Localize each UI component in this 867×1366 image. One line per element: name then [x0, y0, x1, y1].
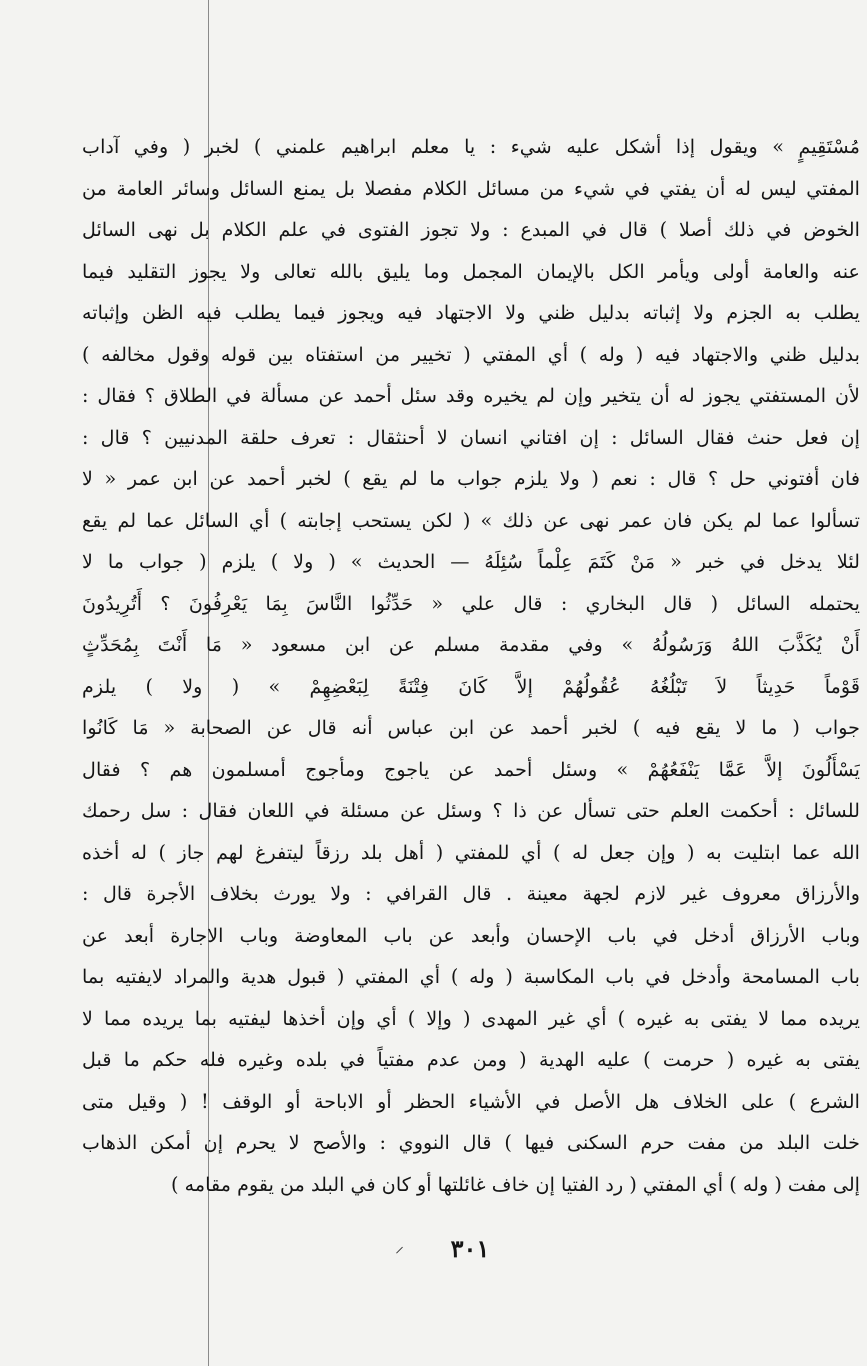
text-line: لئلا يدخل في خبر « مَنْ كَتَمَ عِلْماً سُئِلَهُ — الحديث » ( ولا ) يلزم ( جواب ما لا — [82, 550, 860, 573]
text-line: خلت البلد من مفت حرم السكنى فيها ) قال النووي : والأصح لا يحرم إن أمكن الذهاب — [82, 1131, 860, 1154]
page-number: ٣٠١ — [450, 1234, 490, 1263]
text-line: والأرزاق معروف غير لازم لجهة معينة . قال القرافي : ولا يورث بخلاف الأجرة قال : — [82, 882, 860, 905]
text-line: باب المسامحة وأدخل في باب المكاسبة ( وله ) أي المفتي ( قبول هدية والمراد لايفتيه بما — [82, 965, 860, 988]
text-line: المفتي ليس له أن يفتي في شيء من مسائل الكلام مفصلا بل يمنع السائل وسائر العامة من — [82, 176, 860, 200]
body-text — [82, 126, 860, 1205]
stray-mark: ⸝ — [395, 1236, 404, 1257]
text-line: جواب ( ما لا يقع فيه ) لخبر أحمد عن ابن عباس أنه قال عن الصحابة « مَا كَانُوا — [82, 716, 860, 739]
text-line: إن فعل حنث فقال السائل : إن افتاني انسان لا أحنثقال : تعرف حلقة المدنيين ؟ قال : — [82, 425, 860, 449]
text-line: إلى مفت ( وله ) أي المفتي ( رد الفتيا إن خاف غائلتها أو كان في البلد من يقوم مقامه ) — [171, 1172, 860, 1196]
text-line: بدليل ظني والاجتهاد فيه ( وله ) أي المفتي ( تخيير من استفتاه بين قوله وقول مخالفه ) — [82, 342, 860, 366]
text-line: يفتى به غيره ( حرمت ) عليه الهدية ( ومن عدم مفتياً في بلده وغيره فله حكم ما قبل — [82, 1048, 860, 1071]
text-line: الله عما ابتليت به ( وإن جعل له ) أي للمفتي ( أهل بلد رزقاً ليتفرغ لهم جاز ) له أخذه — [82, 840, 860, 864]
text-line: للسائل : أحكمت العلم حتى تسأل عن ذا ؟ وسئل عن مسئلة في اللعان فقال : سل رحمك — [82, 799, 860, 822]
text-line: الخوض في ذلك أصلا ) قال في المبدع : ولا تجوز الفتوى في علم الكلام بل نهى السائل — [82, 218, 860, 241]
text-line: يطلب به الجزم ولا إثباته بدليل ظني ولا الاجتهاد فيه ويجوز فيما يطلب فيه الظن وإثباته — [82, 301, 860, 324]
text-line: مُسْتَقِيمٍ » ويقول إذا أشكل عليه شيء : يا معلم ابراهيم علمني ) لخبر ( وفي آداب — [82, 135, 860, 158]
text-line: فان أفتوني حل ؟ قال : نعم ( ولا يلزم جواب ما لم يقع ) لخبر أحمد عن ابن عمر « لا — [82, 467, 860, 490]
text-line: الشرع ) على الخلاف هل الأصل في الأشياء الحظر أو الاباحة أو الوقف ! ( وقيل متى — [82, 1089, 860, 1113]
text-line: يريده مما لا يفتى به غيره ) أي غير المهدى ( وإلا ) أي وإن أخذها ليفتيه بما يريده مما لا — [82, 1006, 860, 1030]
text-line: قَوْماً حَدِيثاً لاَ تَبْلُغُهُ عُقُولُهُمْ إلاَّ كَانَ فِتْنَةً لِبَعْضِهِمْ » ( ولا ) يلزم — [82, 674, 860, 698]
text-line: يحتمله السائل ( قال البخاري : قال علي « حَدِّثُوا النَّاسَ بِمَا يَعْرِفُونَ ؟ أَتُرِيدُونَ — [82, 591, 860, 615]
text-line: وباب الأرزاق أدخل في باب الإحسان وأبعد عن باب المعاوضة وباب الاجارة أبعد عن — [82, 923, 860, 947]
text-line: تسألوا عما لم يكن فان عمر نهى عن ذلك » ( لكن يستحب إجابته ) أي السائل عما لم يقع — [82, 508, 860, 532]
text-line: لأن المستفتي يجوز له أن يتخير وإن لم يخيره وقد سئل أحمد عن مسألة في الطلاق ؟ فقال : — [82, 384, 860, 407]
text-line: عنه والعامة أولى ويأمر الكل بالإيمان المجمل وما يليق بالله تعالى ولا يجوز التقليد فيما — [82, 259, 860, 283]
text-line: أَنْ يُكَذَّبَ اللهُ وَرَسُولُهُ » وفي مقدمة مسلم عن ابن مسعود « مَا أَنْتَ بِمُحَدِّثٍ — [82, 633, 860, 656]
text-line: يَسْأَلُونَ إلاَّ عَمَّا يَنْفَعُهُمْ » وسئل أحمد عن ياجوج ومأجوج أمسلمون هم ؟ فقال — [82, 757, 860, 781]
